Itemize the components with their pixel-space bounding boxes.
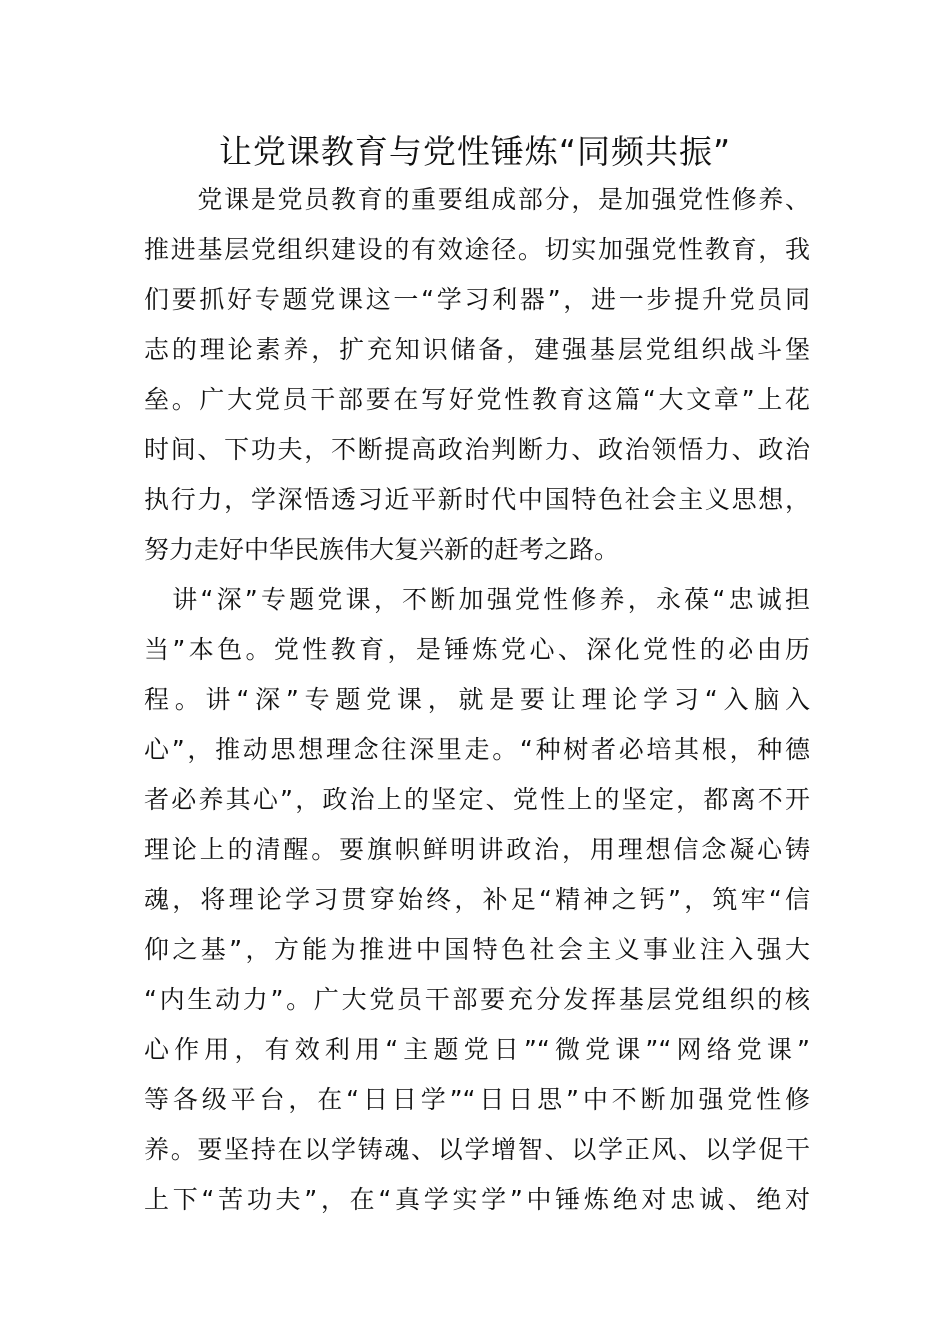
body-line: 努力走好中华民族伟大复兴新的赶考之路。 xyxy=(144,535,620,564)
body-line: 垒。广大党员干部要在写好党性教育这篇“大文章”上花 xyxy=(144,385,810,414)
body-line: 推进基层党组织建设的有效途径。切实加强党性教育，我 xyxy=(144,235,810,264)
body-line: “内生动力”。广大党员干部要充分发挥基层党组织的核 xyxy=(144,985,810,1014)
body-line: 仰之基”，方能为推进中国特色社会主义事业注入强大 xyxy=(144,935,810,964)
body-line: 当”本色。党性教育，是锤炼党心、深化党性的必由历 xyxy=(144,635,810,664)
body-line: 讲“深”专题党课，不断加强党性修养，永葆“忠诚担 xyxy=(144,585,810,614)
body-line: 魂，将理论学习贯穿始终，补足“精神之钙”，筑牢“信 xyxy=(144,885,810,914)
body-line: 养。要坚持在以学铸魂、以学增智、以学正风、以学促干 xyxy=(144,1135,810,1164)
body-line: 们要抓好专题党课这一“学习利器”，进一步提升党员同 xyxy=(144,285,810,314)
body-line: 上下“苦功夫”，在“真学实学”中锤炼绝对忠诚、绝对 xyxy=(144,1185,810,1214)
body-line: 心作用，有效利用“主题党日”“微党课”“网络党课” xyxy=(144,1035,810,1064)
body-line: 执行力，学深悟透习近平新时代中国特色社会主义思想， xyxy=(144,485,810,514)
body-line: 时间、下功夫，不断提高政治判断力、政治领悟力、政治 xyxy=(144,435,810,464)
body-line: 志的理论素养，扩充知识储备，建强基层党组织战斗堡 xyxy=(144,335,810,364)
body-line: 党课是党员教育的重要组成部分，是加强党性修养、 xyxy=(144,185,810,214)
body-line: 程。讲“深”专题党课，就是要让理论学习“入脑入 xyxy=(144,685,810,714)
body-line: 理论上的清醒。要旗帜鲜明讲政治，用理想信念凝心铸 xyxy=(144,835,810,864)
body-line: 心”，推动思想理念往深里走。“种树者必培其根，种德 xyxy=(144,735,810,764)
body-line: 者必养其心”，政治上的坚定、党性上的坚定，都离不开 xyxy=(144,785,810,814)
document-title: 让党课教育与党性锤炼“同频共振” xyxy=(218,132,732,171)
body-line: 等各级平台，在“日日学”“日日思”中不断加强党性修 xyxy=(144,1085,810,1114)
